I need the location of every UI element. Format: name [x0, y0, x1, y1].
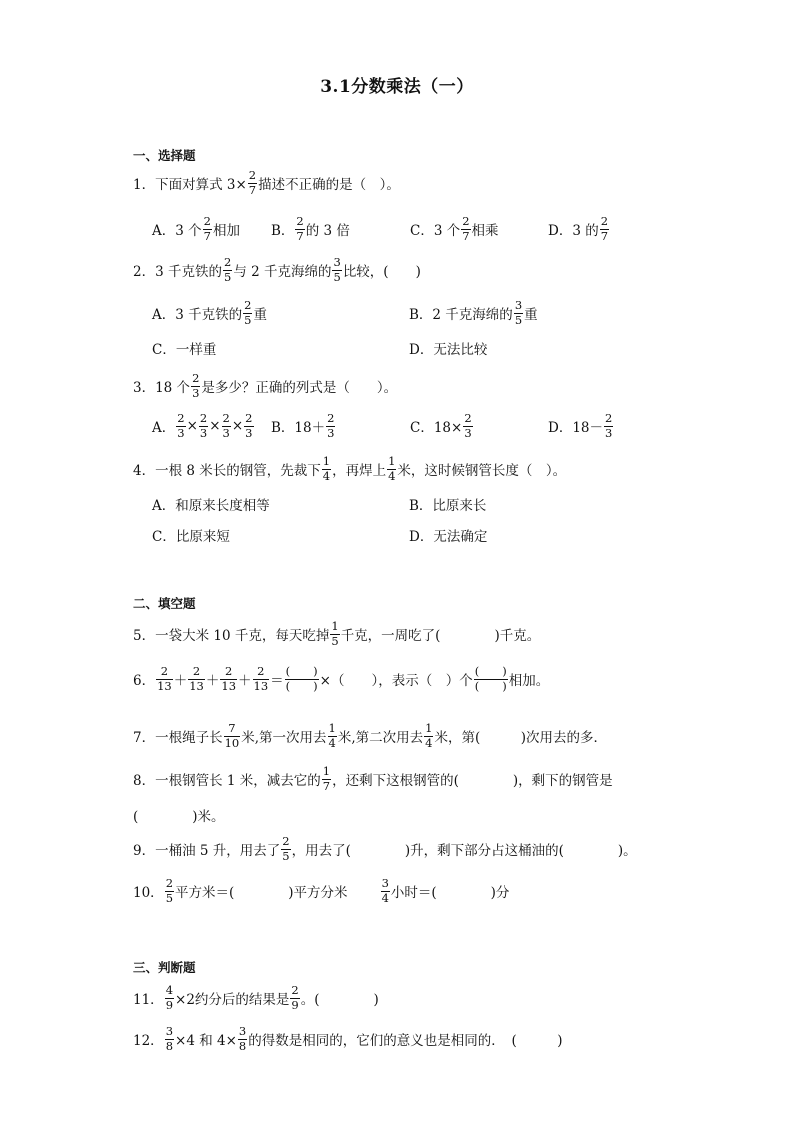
q4-text-c: 米，这时候钢管长度（ ）。: [397, 463, 567, 479]
q6-fraction-1: [156, 666, 173, 692]
q6-blank-num-2[interactable]: ( ): [474, 664, 507, 678]
q11-text-a: 11．: [133, 992, 164, 1008]
q1-option-a-tail: 相加: [212, 223, 240, 239]
q6f4-den: 13: [253, 678, 269, 693]
q2-fraction-2: [332, 257, 341, 283]
q2-option-a[interactable]: [152, 300, 267, 326]
q3b-den: 3: [327, 425, 335, 440]
q10-text-c: 小时＝( )分: [390, 885, 510, 901]
q3-option-b-fraction: [326, 413, 335, 439]
q1c-num: 2: [462, 214, 470, 228]
q3a-times-2: ×: [209, 418, 221, 434]
q11f2-num: 2: [291, 983, 299, 997]
q3a-times-3: ×: [231, 418, 244, 434]
q6-fraction-3: [220, 666, 237, 692]
q6f1-num: 2: [160, 664, 169, 678]
q10-text-a: 10．: [133, 885, 164, 901]
q11-text-c: 。( ): [300, 992, 379, 1008]
q1-option-a-label: A．3 个: [152, 223, 202, 239]
q6-blank-fraction-1[interactable]: [285, 666, 319, 692]
q1-option-b-label: B．: [271, 223, 295, 239]
q2f2-den: 5: [333, 269, 341, 284]
q3a2-den: 3: [199, 425, 208, 440]
q10f2-num: 3: [381, 876, 389, 890]
q12-text-a: 12．: [133, 1033, 164, 1049]
q2-option-d[interactable]: D．无法比较: [409, 342, 488, 358]
q5-text-a: 5．一袋大米 10 千克，每天吃掉: [133, 628, 330, 644]
q1-option-d[interactable]: [548, 216, 610, 242]
q2-text-a: 2．3 千克铁的: [133, 264, 222, 280]
q6f3-den: 13: [221, 678, 237, 693]
q10f2-den: 4: [381, 890, 389, 905]
q3a-fraction-2: [199, 413, 208, 439]
q12f2-den: 8: [238, 1038, 247, 1053]
q6-plus-2: ＋: [205, 673, 220, 689]
q1-option-b-fraction: [295, 216, 304, 242]
q7f1-den: 10: [224, 735, 240, 750]
q9-text-a: 9．一桶油 5 升，用去了: [133, 843, 281, 859]
q5-fraction: [330, 621, 339, 647]
q3-option-d-label: D．18－: [548, 420, 604, 436]
q4-text-a: 4．一根 8 米长的钢管，先裁下: [133, 463, 321, 479]
q1-fraction: [248, 170, 257, 196]
q3-option-d[interactable]: [548, 413, 614, 439]
q6f2-den: 13: [189, 678, 204, 693]
q6-blank-den-1[interactable]: ( ): [285, 678, 318, 693]
q7-text-a: 7．一根绳子长: [133, 730, 223, 746]
q4f1-num: 1: [322, 454, 331, 468]
q1-option-c-fraction: [461, 216, 470, 242]
section-heading-choice: 一、选择题: [133, 148, 196, 163]
q1-option-a[interactable]: [152, 216, 240, 242]
q1c-den: 7: [462, 228, 470, 243]
q2f1-den: 5: [223, 269, 232, 284]
q1b-num: 2: [296, 214, 304, 228]
q1-option-b[interactable]: [271, 216, 350, 242]
q2-option-b-fraction: [514, 300, 523, 326]
q3-fraction: [191, 373, 200, 399]
q2-option-a-label: A．3 千克铁的: [152, 307, 243, 323]
q3-option-b[interactable]: [271, 413, 336, 439]
q4-text-b: ，再焊上: [332, 463, 387, 479]
q8-fraction: [322, 766, 331, 792]
q11-text-b: ×2约分后的结果是: [175, 992, 290, 1008]
q4-option-d[interactable]: D．无法确定: [409, 529, 488, 545]
q6-text-a: 6．: [133, 673, 156, 689]
q8-den: 7: [322, 778, 331, 793]
question-7: [133, 723, 607, 749]
q7-fraction-1: [224, 723, 241, 749]
q7f2-num: 1: [328, 721, 336, 735]
q11-fraction-2: [290, 985, 299, 1011]
q1-option-c-tail: 相乘: [471, 223, 499, 239]
q4-fraction-2: [387, 456, 396, 482]
q8-text-a: 8．一根钢管长 1 米，减去它的: [133, 773, 321, 789]
q4-option-b[interactable]: B．比原来长: [409, 498, 487, 514]
q3c-den: 3: [464, 425, 472, 440]
q2f1-num: 2: [223, 255, 232, 269]
q3-option-c-fraction: [463, 413, 472, 439]
q2b-den: 5: [514, 312, 523, 327]
q3a4-den: 3: [245, 425, 253, 440]
q3-text-a: 3．18 个: [133, 380, 191, 396]
q1-option-c[interactable]: [410, 216, 499, 242]
q10-fraction-1: [165, 878, 174, 904]
q7-fraction-3: [424, 723, 433, 749]
q1-den: 7: [248, 182, 257, 197]
q6-fraction-2: [188, 666, 205, 692]
q1-option-d-fraction: [600, 216, 609, 242]
q7-fraction-2: [328, 723, 337, 749]
q11-fraction-1: [165, 985, 174, 1011]
q1-num: 2: [248, 168, 257, 182]
q2-fraction-1: [223, 257, 232, 283]
q2b-num: 3: [514, 298, 523, 312]
q5-num: 1: [331, 619, 339, 633]
q3-num: 2: [192, 371, 200, 385]
q6f3-num: 2: [225, 664, 233, 678]
page-title: 3.1分数乘法（一）: [320, 77, 474, 97]
question-8: [133, 766, 613, 792]
section-heading-fill: 二、填空题: [133, 596, 196, 611]
question-1: [133, 170, 400, 196]
q1a-den: 7: [203, 228, 211, 243]
q6-plus-1: ＋: [173, 673, 188, 689]
q7f2-den: 4: [328, 735, 336, 750]
q3-option-c[interactable]: [410, 413, 474, 439]
question-3: [133, 373, 397, 399]
q3-option-c-label: C．18×: [410, 420, 463, 436]
question-2: [133, 257, 421, 283]
q3-option-a-label: A．: [152, 420, 176, 436]
q1-option-a-fraction: [203, 216, 212, 242]
q3d-num: 2: [605, 411, 613, 425]
q2f2-num: 3: [333, 255, 341, 269]
q1-option-b-tail: 的 3 倍: [305, 223, 350, 239]
q3a4-num: 2: [245, 411, 253, 425]
q1-option-d-label: D．3 的: [548, 223, 599, 239]
q3a-times-1: ×: [186, 418, 198, 434]
q11f2-den: 9: [291, 997, 299, 1012]
q7-text-d: 米，第( )次用去的多．: [434, 730, 608, 746]
q9-fraction: [281, 836, 290, 862]
q6-plus-3: ＋: [238, 673, 252, 689]
q3b-num: 2: [327, 411, 335, 425]
q12f2-num: 3: [238, 1024, 247, 1038]
section-heading-judge: 三、判断题: [133, 960, 196, 975]
question-9: [133, 836, 637, 862]
q4-option-a[interactable]: A．和原来长度相等: [152, 498, 270, 514]
q12f1-num: 3: [165, 1024, 174, 1038]
q3a-fraction-1: [176, 413, 185, 439]
q9-den: 5: [282, 848, 290, 863]
q10f1-den: 5: [165, 890, 174, 905]
q7-text-c: 米,第二次用去: [337, 730, 424, 746]
q3-text-b: 是多少？正确的列式是（ ）。: [201, 380, 398, 396]
q12-fraction-1: [165, 1026, 174, 1052]
q4-option-c[interactable]: C．比原来短: [152, 529, 230, 545]
q4-fraction-1: [322, 456, 331, 482]
q7f3-num: 1: [425, 721, 433, 735]
question-5: [133, 621, 540, 647]
q12f1-den: 8: [165, 1038, 174, 1053]
q1b-den: 7: [296, 228, 304, 243]
q8-num: 1: [322, 764, 331, 778]
q2-text-b: 与 2 千克海绵的: [233, 264, 332, 280]
q4f2-num: 1: [388, 454, 396, 468]
question-11: [133, 985, 379, 1011]
q9-num: 2: [282, 834, 290, 848]
q3-den: 3: [192, 385, 200, 400]
q4f1-den: 4: [322, 468, 331, 483]
q5-den: 5: [331, 633, 339, 648]
q1-text-a: 1．下面对算式 3×: [133, 177, 247, 193]
q5-text-b: 千克，一周吃了( )千克。: [340, 628, 541, 644]
q7f3-den: 4: [425, 735, 433, 750]
q10-text-b: 平方米＝( )平方分米: [175, 885, 348, 901]
q3a1-den: 3: [177, 425, 185, 440]
q6-blank-num-1[interactable]: ( ): [285, 664, 318, 678]
q3a3-den: 3: [222, 425, 230, 440]
q3a-fraction-4: [244, 413, 253, 439]
q3-option-b-label: B．18＋: [271, 420, 326, 436]
q2a-num: 2: [244, 298, 252, 312]
q2-option-a-tail: 重: [253, 307, 267, 323]
q6-blank-den-2[interactable]: ( ): [474, 678, 507, 693]
q3d-den: 3: [605, 425, 613, 440]
q6-equals: ＝: [270, 673, 284, 689]
q1-text-b: 描述不正确的是（ ）。: [258, 177, 400, 193]
q4f2-den: 4: [388, 468, 396, 483]
q3-option-a[interactable]: [152, 413, 255, 439]
q11f1-num: 4: [165, 983, 174, 997]
q10f1-num: 2: [165, 876, 174, 890]
q3a-fraction-3: [222, 413, 231, 439]
q9-text-b: ，用去了( )升，剩下部分占这桶油的( )。: [291, 843, 637, 859]
q6-text-b: ×（ ），表示（ ）个: [319, 673, 473, 689]
q7f1-num: 7: [228, 721, 236, 735]
q8-text-b: ，还剩下这根钢管的( )，剩下的钢管是: [332, 773, 613, 789]
question-12: [133, 1026, 563, 1052]
q11f1-den: 9: [165, 997, 174, 1012]
q2-option-b[interactable]: [409, 300, 538, 326]
q1d-den: 7: [600, 228, 609, 243]
q1a-num: 2: [203, 214, 211, 228]
q2-option-b-tail: 重: [524, 307, 538, 323]
q2-option-a-fraction: [243, 300, 252, 326]
q8-text-c: ( )米。: [133, 809, 225, 825]
question-4: [133, 456, 566, 482]
q3-option-d-fraction: [604, 413, 613, 439]
q3c-num: 2: [464, 411, 472, 425]
q6f1-den: 13: [157, 678, 172, 693]
q6-text-c: 相加。: [508, 673, 550, 689]
q6-fraction-4: [253, 666, 270, 692]
q2-option-b-label: B．2 千克海绵的: [409, 307, 513, 323]
q3a2-num: 2: [199, 411, 208, 425]
q2a-den: 5: [244, 312, 252, 327]
q7-text-b: 米,第一次用去: [241, 730, 327, 746]
q10-fraction-2: [381, 878, 390, 904]
q6f2-num: 2: [192, 664, 201, 678]
q12-text-b: ×4 和 4×: [175, 1033, 237, 1049]
q3a1-num: 2: [177, 411, 185, 425]
q2-text-c: 比较，( ): [342, 264, 421, 280]
q3a3-num: 2: [222, 411, 230, 425]
q6f4-num: 2: [257, 664, 265, 678]
q2-option-c[interactable]: C．一样重: [152, 342, 217, 358]
q1d-num: 2: [600, 214, 609, 228]
q12-text-c: 的得数是相同的，它们的意义也是相同的． ( ): [248, 1033, 563, 1049]
q1-option-c-label: C．3 个: [410, 223, 461, 239]
question-6: [133, 666, 549, 692]
q12-fraction-2: [238, 1026, 247, 1052]
q6-blank-fraction-2[interactable]: [474, 666, 508, 692]
question-10: [133, 878, 509, 904]
